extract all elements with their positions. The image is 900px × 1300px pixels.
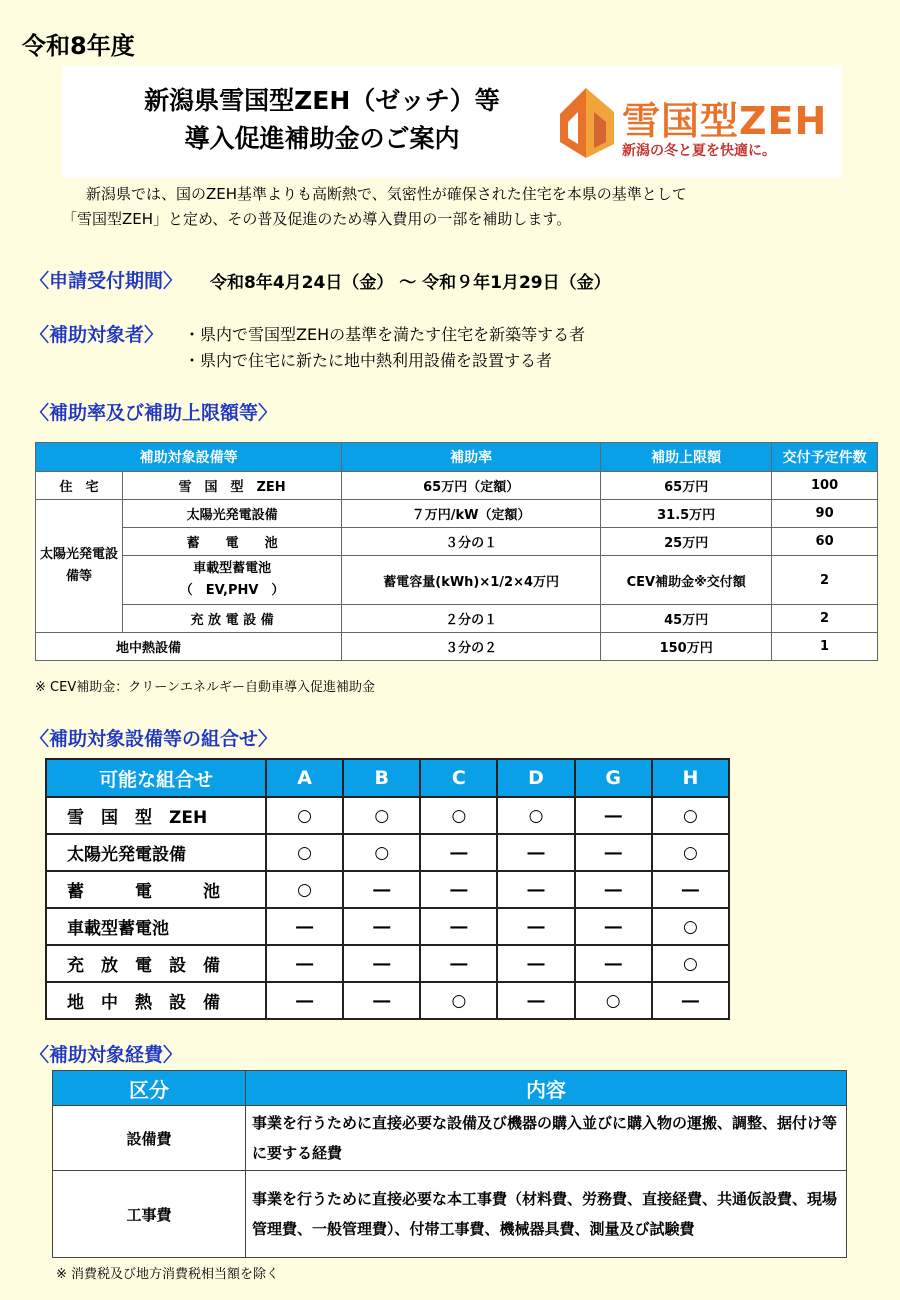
table-cell: 充 放 電 設 備 bbox=[123, 605, 342, 633]
logo-tagline: 新潟の冬と夏を快適に。 bbox=[622, 143, 776, 159]
col-header: 補助率 bbox=[342, 443, 601, 472]
house-logo-icon bbox=[556, 82, 618, 162]
period-value: 令和8年4月24日（金） 〜 令和９年1月29日（金） bbox=[210, 273, 611, 293]
table-cell: 事業を行うために直接必要な本工事費（材料費、労務費、直接経費、共通仮設費、現場管理費、一般管理費）、付帯工事費、機械器具費、測量及び試験費 bbox=[246, 1171, 847, 1258]
row-label: 充 放 電 設 備 bbox=[46, 945, 266, 982]
table-cell: 60 bbox=[772, 528, 878, 556]
combo-mark: ○ bbox=[497, 797, 574, 834]
table-row bbox=[36, 472, 878, 500]
table-cell: ２分の１ bbox=[342, 605, 601, 633]
combo-mark: ○ bbox=[420, 982, 497, 1019]
combination-rows bbox=[46, 797, 729, 1019]
subsidy-rate-table bbox=[35, 442, 878, 661]
col-header: B bbox=[343, 759, 420, 797]
combo-mark: ― bbox=[343, 982, 420, 1019]
col-header: G bbox=[575, 759, 652, 797]
table-row bbox=[46, 982, 729, 1019]
combo-mark: ― bbox=[343, 908, 420, 945]
table-cell: 2 bbox=[772, 556, 878, 605]
combo-mark: ○ bbox=[343, 797, 420, 834]
table-cell: ３分の２ bbox=[342, 633, 601, 661]
hero-banner bbox=[62, 66, 842, 178]
table-row bbox=[36, 528, 878, 556]
combo-heading: 〈補助対象設備等の組合せ〉 bbox=[30, 728, 278, 750]
combo-mark: ― bbox=[575, 797, 652, 834]
table-row bbox=[46, 945, 729, 982]
col-header: 補助対象設備等 bbox=[36, 443, 342, 472]
table-row bbox=[53, 1171, 847, 1258]
yukiguni-zeh-logo bbox=[554, 76, 834, 166]
title-line-1: 新潟県雪国型ZEH（ゼッチ）等 bbox=[144, 86, 500, 115]
table-cell: 雪 国 型 ZEH bbox=[123, 472, 342, 500]
cell-line: 車載型蓄電池 bbox=[193, 561, 272, 576]
col-header: C bbox=[420, 759, 497, 797]
combo-mark: ― bbox=[420, 908, 497, 945]
intro-line-2: 「雪国型ZEH」と定め、その普及促進のため導入費用の一部を補助します。 bbox=[62, 210, 572, 228]
combo-mark: ― bbox=[497, 982, 574, 1019]
combo-mark: ○ bbox=[266, 834, 343, 871]
combo-mark: ○ bbox=[652, 945, 729, 982]
combination-table bbox=[45, 758, 730, 1020]
table-row bbox=[46, 834, 729, 871]
table-cell: CEV補助金※交付額 bbox=[601, 556, 772, 605]
table-header-row bbox=[53, 1071, 847, 1106]
intro-text bbox=[62, 182, 852, 232]
table-row bbox=[36, 500, 878, 528]
cell-line: （ EV,PHV ） bbox=[179, 583, 285, 598]
combo-mark: ○ bbox=[266, 797, 343, 834]
expense-table bbox=[52, 1070, 847, 1258]
row-label: 雪 国 型 ZEH bbox=[46, 797, 266, 834]
table-cell: 蓄 電 池 bbox=[123, 528, 342, 556]
combo-mark: ○ bbox=[266, 871, 343, 908]
row-label: 車載型蓄電池 bbox=[46, 908, 266, 945]
combo-mark: ○ bbox=[575, 982, 652, 1019]
table-cell: 45万円 bbox=[601, 605, 772, 633]
row-label: 太陽光発電設備 bbox=[46, 834, 266, 871]
combo-mark: ― bbox=[497, 945, 574, 982]
table-cell: 工事費 bbox=[53, 1171, 246, 1258]
table-cell: 25万円 bbox=[601, 528, 772, 556]
table-row bbox=[36, 633, 878, 661]
table-row bbox=[53, 1106, 847, 1171]
combo-mark: ○ bbox=[652, 797, 729, 834]
target-item-1: ・県内で雪国型ZEHの基準を満たす住宅を新築等する者 bbox=[184, 325, 586, 344]
combo-mark: ― bbox=[575, 871, 652, 908]
table-cell bbox=[123, 556, 342, 605]
combo-mark: ― bbox=[343, 945, 420, 982]
expense-heading: 〈補助対象経費〉 bbox=[30, 1044, 183, 1066]
table-header-row bbox=[46, 759, 729, 797]
cev-note: ※ CEV補助金：クリーンエネルギー自動車導入促進補助金 bbox=[35, 680, 375, 695]
table-cell: 事業を行うために直接必要な設備及び機器の購入並びに購入物の運搬、調整、据付け等に要する経費 bbox=[246, 1106, 847, 1171]
combo-mark: ― bbox=[420, 945, 497, 982]
tax-note: ※ 消費税及び地方消費税相当額を除く bbox=[56, 1267, 280, 1282]
combo-mark: ○ bbox=[420, 797, 497, 834]
combo-mark: ― bbox=[420, 871, 497, 908]
period-heading: 〈申請受付期間〉 bbox=[30, 270, 183, 292]
table-cell: 100 bbox=[772, 472, 878, 500]
table-cell: 住 宅 bbox=[36, 472, 123, 500]
fiscal-year: 令和8年度 bbox=[22, 32, 135, 60]
combo-mark: ― bbox=[497, 908, 574, 945]
combo-mark: ○ bbox=[652, 908, 729, 945]
combo-mark: ― bbox=[652, 982, 729, 1019]
page-title bbox=[102, 82, 542, 158]
table-row bbox=[46, 797, 729, 834]
target-item-2: ・県内で住宅に新たに地中熱利用設備を設置する者 bbox=[184, 351, 553, 370]
combo-mark: ○ bbox=[343, 834, 420, 871]
table-cell: ７万円/kW（定額） bbox=[342, 500, 601, 528]
row-label: 蓄 電 池 bbox=[46, 871, 266, 908]
combo-mark: ― bbox=[343, 871, 420, 908]
logo-wordmark: 雪国型ZEH bbox=[622, 99, 828, 143]
table-cell: ３分の１ bbox=[342, 528, 601, 556]
intro-line-1: 新潟県では、国のZEH基準よりも高断熱で、気密性が確保された住宅を本県の基準として bbox=[86, 185, 687, 203]
table-cell: 31.5万円 bbox=[601, 500, 772, 528]
combo-mark: ― bbox=[575, 908, 652, 945]
col-header: A bbox=[266, 759, 343, 797]
combo-mark: ― bbox=[497, 834, 574, 871]
table-header-row bbox=[36, 443, 878, 472]
combo-mark: ― bbox=[575, 834, 652, 871]
target-heading: 〈補助対象者〉 bbox=[30, 324, 164, 346]
table-cell: 地中熱設備 bbox=[36, 633, 342, 661]
table-cell: 90 bbox=[772, 500, 878, 528]
col-header: 可能な組合せ bbox=[46, 759, 266, 797]
combo-mark: ― bbox=[652, 871, 729, 908]
combo-mark: ― bbox=[497, 871, 574, 908]
col-header: D bbox=[497, 759, 574, 797]
title-line-2: 導入促進補助金のご案内 bbox=[184, 124, 460, 153]
table-cell: 1 bbox=[772, 633, 878, 661]
combo-mark: ― bbox=[266, 908, 343, 945]
table-cell: 蓄電容量(kWh)×1/2×4万円 bbox=[342, 556, 601, 605]
combo-mark: ― bbox=[266, 945, 343, 982]
table-cell: 太陽光発電設備等 bbox=[36, 500, 123, 633]
table-cell: 65万円（定額） bbox=[342, 472, 601, 500]
table-row bbox=[46, 871, 729, 908]
col-header: H bbox=[652, 759, 729, 797]
col-header: 補助上限額 bbox=[601, 443, 772, 472]
table-row bbox=[36, 605, 878, 633]
combo-mark: ○ bbox=[652, 834, 729, 871]
row-label: 地 中 熱 設 備 bbox=[46, 982, 266, 1019]
col-header: 交付予定件数 bbox=[772, 443, 878, 472]
combo-mark: ― bbox=[575, 945, 652, 982]
table-cell: 設備費 bbox=[53, 1106, 246, 1171]
combo-mark: ― bbox=[266, 982, 343, 1019]
table-cell: 150万円 bbox=[601, 633, 772, 661]
table-cell: 2 bbox=[772, 605, 878, 633]
table-row bbox=[36, 556, 878, 605]
rate-heading: 〈補助率及び補助上限額等〉 bbox=[30, 402, 278, 424]
col-header: 内容 bbox=[246, 1071, 847, 1106]
table-cell: 65万円 bbox=[601, 472, 772, 500]
table-row bbox=[46, 908, 729, 945]
combo-mark: ― bbox=[420, 834, 497, 871]
col-header: 区分 bbox=[53, 1071, 246, 1106]
table-cell: 太陽光発電設備 bbox=[123, 500, 342, 528]
